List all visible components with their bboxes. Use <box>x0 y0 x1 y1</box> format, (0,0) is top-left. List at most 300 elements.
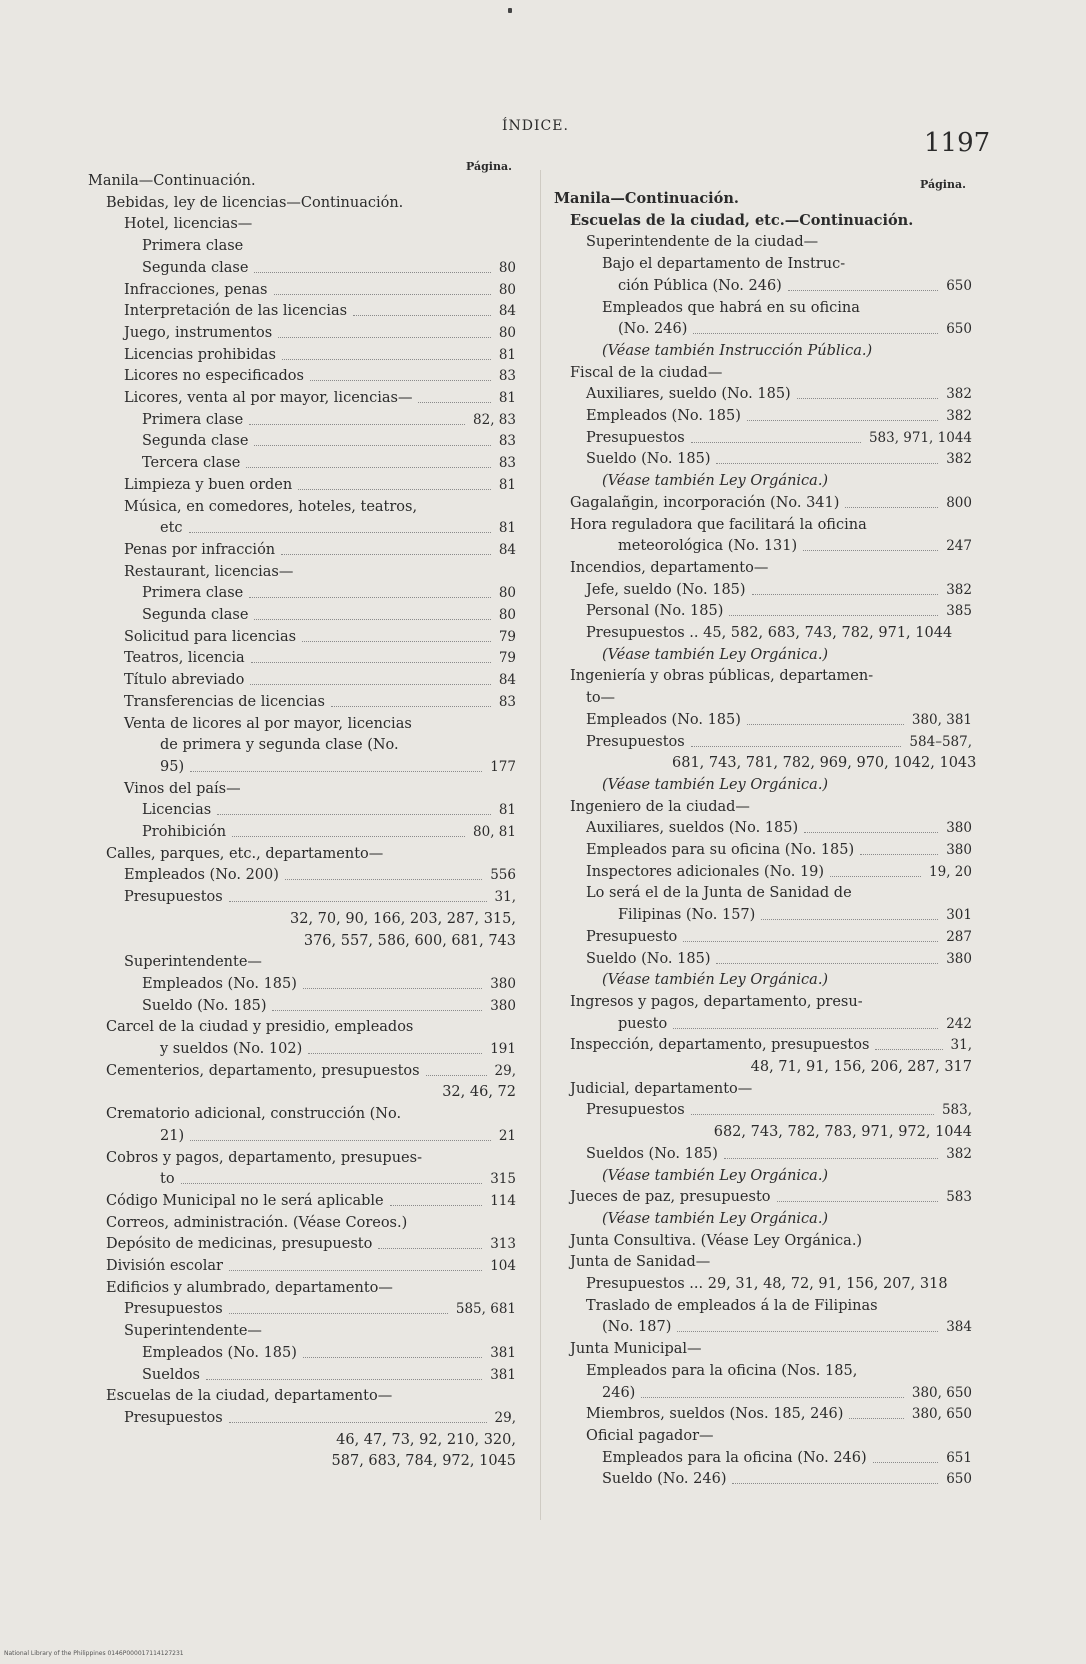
index-entry-text: Depósito de medicinas, presupuesto <box>106 1236 373 1253</box>
index-entry <box>106 1212 516 1234</box>
index-entry-text: Título abreviado <box>124 672 245 689</box>
index-entry-text: Jueces de paz, presupuesto <box>570 1189 771 1206</box>
index-entry <box>124 300 516 322</box>
dotted-leader <box>418 402 490 403</box>
index-entry-text: to <box>160 1171 175 1188</box>
index-entry-text: Personal (No. 185) <box>586 603 724 620</box>
index-entry <box>160 1125 516 1147</box>
dotted-leader <box>716 463 938 464</box>
index-entry <box>570 1186 972 1208</box>
index-entry-text: (Véase también Ley Orgánica.) <box>602 776 829 793</box>
index-entry <box>618 535 972 557</box>
index-entry-page: 800 <box>946 494 972 511</box>
dotted-leader <box>788 290 938 291</box>
dotted-leader <box>691 442 861 443</box>
index-entry-text: Superintendente— <box>124 1323 262 1340</box>
index-entry-page: 650 <box>946 1471 972 1488</box>
index-entry-page: 650 <box>946 277 972 294</box>
dotted-leader <box>302 641 491 642</box>
index-entry <box>586 731 972 753</box>
index-entry-text: Superintendente— <box>124 954 262 971</box>
dotted-leader <box>673 1028 938 1029</box>
index-entry-text: Bebidas, ley de licencias—Continuación. <box>106 194 404 211</box>
index-entry-page: 556 <box>490 867 516 884</box>
dotted-leader <box>249 597 491 598</box>
index-entry-text: División escolar <box>106 1258 223 1274</box>
dotted-leader <box>860 854 938 855</box>
index-entry-text: Manila—Continuación. <box>88 173 256 189</box>
index-entry <box>586 948 972 970</box>
index-entry <box>88 170 516 192</box>
index-entry <box>586 448 972 470</box>
dotted-leader <box>189 532 491 533</box>
index-entry-page: 583, 971, 1044 <box>868 429 972 446</box>
dotted-leader <box>254 619 490 620</box>
index-entry-text: Crematorio adicional, construcción (No. <box>106 1106 402 1123</box>
index-entry-text: Carcel de la ciudad y presidio, empleados <box>106 1019 414 1036</box>
dotted-leader <box>282 359 491 360</box>
index-entry-page: 83 <box>498 433 516 450</box>
dotted-leader <box>272 1010 482 1011</box>
index-entry-text: Traslado de empleados á la de Filipinas <box>586 1297 878 1314</box>
index-entry-text: Sueldo (No. 246) <box>602 1471 727 1488</box>
index-entry-text: (Véase también Ley Orgánica.) <box>602 473 829 490</box>
index-entry-text: Sueldos (No. 185) <box>586 1145 718 1162</box>
index-entry <box>124 778 516 800</box>
index-entry-text: etc <box>160 520 183 537</box>
index-entry <box>586 926 972 948</box>
index-entry-text: Edificios y alumbrado, departamento— <box>106 1279 393 1296</box>
index-entry <box>124 474 516 496</box>
index-entry <box>586 1360 972 1382</box>
index-entry-text: Presupuestos <box>124 889 223 906</box>
index-entry <box>570 1034 972 1056</box>
index-entry-text: Empleados (No. 185) <box>586 711 741 728</box>
index-entry-text: Vinos del país— <box>124 780 241 797</box>
index-entry <box>586 882 972 904</box>
index-entry <box>124 1298 516 1320</box>
index-entry-text: 46, 47, 73, 92, 210, 320, <box>336 1431 516 1448</box>
index-entry-text: Solicitud para licencias <box>124 628 297 645</box>
index-entry <box>124 691 516 713</box>
footer-credit: National Library of the Philippines 0146P000017114127231 <box>4 1650 184 1657</box>
index-entry-page: 380, 650 <box>911 1384 972 1401</box>
index-entry <box>106 1103 516 1125</box>
index-entry-page: 382 <box>946 581 972 598</box>
dotted-leader <box>752 594 939 595</box>
index-entry-text: Infracciones, penas <box>124 281 268 298</box>
index-entry <box>586 1273 972 1295</box>
index-entry-text: Segunda clase <box>142 433 249 450</box>
dotted-leader <box>716 963 938 964</box>
index-entry <box>106 1016 516 1038</box>
index-entry-text: Licores no especificados <box>124 368 304 385</box>
index-entry-page: 380 <box>946 820 972 837</box>
index-entry <box>570 210 972 232</box>
index-entry-text: Limpieza y buen orden <box>124 476 293 493</box>
index-entry-text: 32, 70, 90, 166, 203, 287, 315, <box>290 910 516 927</box>
index-entry <box>586 405 972 427</box>
index-entry <box>124 322 516 344</box>
index-entry-text: Primera clase <box>142 585 244 602</box>
index-entry-page: 80 <box>498 259 516 276</box>
index-entry-page: 583, <box>941 1102 972 1119</box>
index-entry <box>124 647 516 669</box>
index-entry-text: Interpretación de las licencias <box>124 303 348 320</box>
index-entry-text: Presupuestos <box>124 1409 223 1426</box>
index-entry <box>570 1230 972 1252</box>
index-entry <box>106 843 516 865</box>
dotted-leader <box>232 836 465 837</box>
index-entry <box>570 1251 972 1273</box>
index-entry-page: 385 <box>946 603 972 620</box>
index-entry-text: Jefe, sueldo (No. 185) <box>586 581 746 598</box>
index-entry-page: 380, 381 <box>911 711 972 728</box>
index-entry <box>142 582 516 604</box>
left-pagina-label: Página. <box>466 160 512 173</box>
index-entry-text: (Véase también Ley Orgánica.) <box>602 1210 829 1227</box>
index-entry-text: Prohibición <box>142 824 227 840</box>
index-entry <box>602 1382 972 1404</box>
index-entry <box>570 557 972 579</box>
dotted-leader <box>797 398 939 399</box>
dotted-leader <box>641 1397 904 1398</box>
index-entry-text: Penas por infracción <box>124 541 276 558</box>
index-entry-page: 83 <box>498 368 516 385</box>
print-mark <box>508 8 512 13</box>
index-entry-text: 682, 743, 782, 783, 971, 972, 1044 <box>713 1124 972 1141</box>
dotted-leader <box>845 507 938 508</box>
dotted-leader <box>747 420 938 421</box>
index-entry-page: 382 <box>946 1145 972 1162</box>
index-entry <box>142 799 516 821</box>
index-entry-page: 104 <box>490 1258 516 1274</box>
index-entry <box>554 188 972 210</box>
right-pagina-label: Página. <box>920 178 966 191</box>
index-entry-text: Empleados (No. 185) <box>586 408 741 424</box>
page-header-title: ÍNDICE. <box>502 118 569 134</box>
index-entry-page: 177 <box>490 758 516 775</box>
index-entry <box>602 1447 972 1469</box>
index-entry-page: 242 <box>946 1015 972 1032</box>
index-entry-page: 315 <box>490 1171 516 1188</box>
index-entry <box>106 1147 516 1169</box>
dotted-leader <box>729 615 938 616</box>
index-entry <box>142 604 516 626</box>
index-entry-text: Filipinas (No. 157) <box>618 907 756 924</box>
index-entry <box>570 514 972 536</box>
dotted-leader <box>281 554 491 555</box>
index-entry-text: Bajo el departamento de Instruc- <box>602 256 846 273</box>
index-entry <box>160 517 516 539</box>
dotted-leader <box>250 684 490 685</box>
index-entry-page: 84 <box>498 303 516 320</box>
dotted-leader <box>693 333 938 334</box>
dotted-leader <box>254 272 490 273</box>
index-entry-text: Judicial, departamento— <box>570 1080 753 1097</box>
index-entry-page: 80 <box>498 607 516 623</box>
dotted-leader <box>181 1183 483 1184</box>
dotted-leader <box>724 1158 938 1159</box>
index-entry-page: 81 <box>498 346 516 363</box>
dotted-leader <box>303 988 482 989</box>
index-entry <box>124 1407 516 1429</box>
index-entry-text: Presupuestos <box>586 1102 685 1119</box>
index-entry <box>106 1233 516 1255</box>
index-entry <box>142 973 516 995</box>
index-entry <box>570 665 972 687</box>
dotted-leader <box>803 550 938 551</box>
index-entry-page: 247 <box>946 538 972 555</box>
index-entry <box>124 669 516 691</box>
index-entry <box>142 409 516 431</box>
index-entry <box>672 1121 972 1143</box>
index-entry-text: Tercera clase <box>142 455 241 472</box>
index-entry <box>160 756 516 778</box>
index-entry-page: 382 <box>946 386 972 403</box>
index-entry <box>124 365 516 387</box>
index-entry-text: Juego, instrumentos <box>124 324 273 341</box>
index-entry-text: 246) <box>602 1384 636 1401</box>
dotted-leader <box>691 1114 934 1115</box>
index-entry-page: 82, 83 <box>473 411 516 428</box>
index-entry-page: 380, 650 <box>911 1406 972 1423</box>
dotted-leader <box>190 771 482 772</box>
index-entry-text: Cementerios, departamento, presupuestos <box>106 1062 420 1079</box>
index-entry-page: 81 <box>498 802 516 819</box>
dotted-leader <box>875 1049 942 1050</box>
index-entry-text: Licencias prohibidas <box>124 346 276 363</box>
index-entry-page: 651 <box>946 1449 972 1466</box>
index-entry <box>142 430 516 452</box>
index-entry-text: Correos, administración. (Véase Coreos.) <box>106 1214 408 1231</box>
index-entry-text: Ingeniería y obras públicas, departamen- <box>570 668 874 685</box>
index-entry-text: Teatros, licencia <box>124 650 245 667</box>
index-entry <box>106 1277 516 1299</box>
index-entry <box>124 864 516 886</box>
index-entry-text: Junta Municipal— <box>570 1341 702 1358</box>
index-entry-page: 31, <box>950 1037 972 1054</box>
index-entry <box>586 709 972 731</box>
index-entry <box>160 1038 516 1060</box>
index-entry-text: Sueldo (No. 185) <box>142 997 267 1014</box>
index-entry <box>586 839 972 861</box>
index-entry-page: 382 <box>946 408 972 424</box>
dotted-leader <box>246 467 490 468</box>
dotted-leader <box>331 706 491 707</box>
index-entry <box>216 1450 516 1472</box>
index-entry-text: 587, 683, 784, 972, 1045 <box>331 1453 516 1470</box>
index-entry-text: Presupuestos <box>124 1301 223 1318</box>
dotted-leader <box>229 1422 487 1423</box>
index-entry <box>586 1295 972 1317</box>
index-entry <box>142 1364 516 1386</box>
index-entry-text: Ingresos y pagos, departamento, presu- <box>570 993 863 1010</box>
index-entry-page: 29, <box>494 1062 516 1079</box>
index-entry-text: Licores, venta al por mayor, licencias— <box>124 390 413 406</box>
index-entry-page: 84 <box>498 672 516 689</box>
index-entry <box>672 1056 972 1078</box>
dotted-leader <box>303 1357 482 1358</box>
index-entry <box>602 644 972 666</box>
index-entry <box>618 275 972 297</box>
index-entry-text: Empleados para su oficina (No. 185) <box>586 842 855 858</box>
index-entry-text: (Véase también Instrucción Pública.) <box>602 342 873 359</box>
index-entry <box>586 817 972 839</box>
index-entry-text: 376, 557, 586, 600, 681, 743 <box>303 932 516 949</box>
index-entry-text: Auxiliares, sueldo (No. 185) <box>586 386 791 403</box>
dotted-leader <box>278 337 491 338</box>
index-entry-text: Segunda clase <box>142 259 249 276</box>
dotted-leader <box>229 1270 482 1271</box>
index-entry-text: puesto <box>618 1015 668 1032</box>
index-entry-page: 19, 20 <box>929 863 972 880</box>
index-entry-page: 81 <box>498 520 516 537</box>
index-entry <box>586 579 972 601</box>
index-entry <box>586 427 972 449</box>
index-entry-page: 114 <box>490 1192 516 1209</box>
index-entry <box>570 492 972 514</box>
index-entry-text: Ingeniero de la ciudad— <box>570 798 750 815</box>
index-entry <box>124 561 516 583</box>
index-entry-page: 80 <box>498 324 516 341</box>
index-entry-text: Música, en comedores, hoteles, teatros, <box>124 498 418 515</box>
index-entry-text: Escuelas de la ciudad, departamento— <box>106 1388 393 1405</box>
index-entry-text: Cobros y pagos, departamento, presupues- <box>106 1149 422 1166</box>
index-entry <box>106 1190 516 1212</box>
index-entry <box>602 253 972 275</box>
index-entry-text: Hotel, licencias— <box>124 216 253 233</box>
index-entry <box>142 821 516 843</box>
index-entry <box>570 796 972 818</box>
index-entry-text: Segunda clase <box>142 607 249 623</box>
index-entry <box>106 1385 516 1407</box>
index-entry-text: (Véase también Ley Orgánica.) <box>602 646 829 663</box>
index-entry-text: 21) <box>160 1127 185 1144</box>
index-entry-page: 584–587, <box>909 733 972 750</box>
index-entry <box>124 1320 516 1342</box>
index-entry-text: Empleados que habrá en su oficina <box>602 299 860 316</box>
index-entry-page: 380 <box>946 950 972 967</box>
index-entry-text: Inspección, departamento, presupuestos <box>570 1037 870 1054</box>
index-entry <box>602 470 972 492</box>
index-entry-page: 21 <box>498 1127 516 1144</box>
dotted-leader <box>777 1201 939 1202</box>
index-entry-page: 80 <box>498 281 516 298</box>
index-entry-page: 381 <box>490 1344 516 1361</box>
index-entry-text: to— <box>586 690 616 707</box>
index-entry <box>216 1429 516 1451</box>
index-entry-text: Primera clase <box>142 238 244 255</box>
index-entry-page: 583 <box>946 1189 972 1206</box>
index-entry <box>124 496 516 518</box>
index-entry-text: Oficial pagador— <box>586 1427 714 1444</box>
index-entry <box>142 257 516 279</box>
index-entry <box>586 861 972 883</box>
dotted-leader <box>206 1379 482 1380</box>
index-entry-text: Inspectores adicionales (No. 19) <box>586 863 825 880</box>
index-entry <box>586 383 972 405</box>
index-entry <box>586 687 972 709</box>
index-entry-text: (Véase también Ley Orgánica.) <box>602 1167 829 1184</box>
dotted-leader <box>190 1140 491 1141</box>
dotted-leader <box>691 746 902 747</box>
index-entry <box>618 904 972 926</box>
index-entry-text: (No. 246) <box>618 321 688 338</box>
index-entry <box>586 1403 972 1425</box>
index-entry-page: 80 <box>498 585 516 602</box>
index-entry-text: Empleados (No. 185) <box>142 975 297 992</box>
dotted-leader <box>804 832 938 833</box>
index-entry <box>586 1425 972 1447</box>
index-entry-page: 84 <box>498 541 516 558</box>
index-entry-text: Lo será el de la Junta de Sanidad de <box>586 885 852 902</box>
dotted-leader <box>274 294 491 295</box>
index-entry-text: 48, 71, 91, 156, 206, 287, 317 <box>750 1059 972 1075</box>
index-entry <box>618 318 972 340</box>
index-entry-text: Hora reguladora que facilitará la oficina <box>570 516 867 533</box>
index-entry <box>160 1168 516 1190</box>
dotted-leader <box>683 941 938 942</box>
index-entry <box>124 713 516 735</box>
index-entry-text: Sueldo (No. 185) <box>586 950 711 967</box>
index-entry-page: 384 <box>946 1319 972 1336</box>
index-entry-text: Incendios, departamento— <box>570 559 769 576</box>
index-entry-text: Junta Consultiva. (Véase Ley Orgánica.) <box>570 1232 863 1249</box>
dotted-leader <box>390 1205 483 1206</box>
index-entry-page: 31, <box>494 889 516 906</box>
dotted-leader <box>229 901 487 902</box>
index-entry <box>124 387 516 409</box>
index-entry <box>570 362 972 384</box>
index-entry-page: 83 <box>498 455 516 472</box>
dotted-leader <box>873 1462 939 1463</box>
index-entry-text: Manila—Continuación. <box>554 190 739 207</box>
index-entry-page: 301 <box>946 907 972 924</box>
index-entry <box>586 622 972 644</box>
index-entry <box>106 192 516 214</box>
index-entry-text: y sueldos (No. 102) <box>160 1041 303 1057</box>
index-entry-page: 585, 681 <box>455 1301 516 1318</box>
index-entry-text: Superintendente de la ciudad— <box>586 234 819 251</box>
index-entry <box>602 1468 972 1490</box>
index-entry <box>216 1081 516 1103</box>
index-entry-text: 32, 46, 72 <box>442 1084 516 1101</box>
index-entry-text: Licencias <box>142 802 212 819</box>
index-entry <box>124 539 516 561</box>
index-entry-text: Gagalañgin, incorporación (No. 341) <box>570 494 840 511</box>
dotted-leader <box>251 662 491 663</box>
index-entry <box>124 626 516 648</box>
index-entry <box>586 231 972 253</box>
dotted-leader <box>849 1418 903 1419</box>
index-entry-text: Presupuestos ... 29, 31, 48, 72, 91, 156, 207, 318 <box>586 1276 948 1292</box>
index-entry <box>602 774 972 796</box>
index-entry-text: Junta de Sanidad— <box>570 1254 711 1271</box>
dotted-leader <box>761 919 938 920</box>
index-entry-page: 81 <box>498 390 516 406</box>
index-entry-text: ción Pública (No. 246) <box>618 277 782 294</box>
index-entry <box>586 1143 972 1165</box>
index-entry <box>142 995 516 1017</box>
index-entry <box>160 734 516 756</box>
index-entry-text: Escuelas de la ciudad, etc.—Continuación. <box>570 211 914 229</box>
dotted-leader <box>217 814 491 815</box>
dotted-leader <box>310 380 491 381</box>
index-entry-text: Sueldo (No. 185) <box>586 451 711 468</box>
index-entry-page: 650 <box>946 321 972 338</box>
index-entry <box>570 991 972 1013</box>
